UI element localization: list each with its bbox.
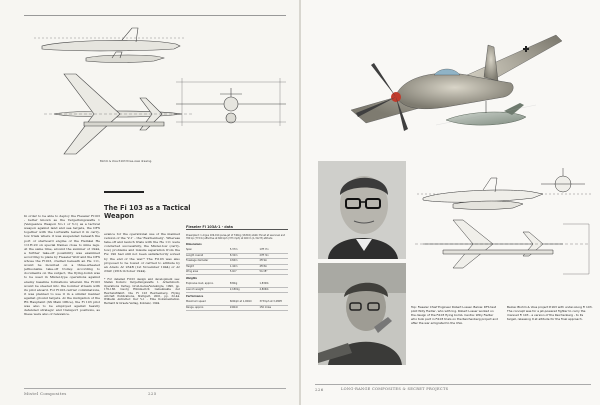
section-title: [104, 205, 194, 220]
right-page: [301, 0, 600, 405]
spec-cell: 4,806lb: [259, 287, 269, 291]
body-column-2-footnote: * For detailed Fi103 design and development see: Stefan Koburs: Vergeltungswaffe 1. Arbeitsbuch. Operations Verlag, Groß-Gerau/Vereinigte, 1996, pp. 170-186. Georg Hümmerich: Geheimakte der Reichsluftfahrt. Die Fi 103 Reichenberg. Flying Aircraft Publications, Stuttgart, 2001, pp. 32-44. Wilhelm Antretter: Der V-1 - Eine Dokumentation. Bernard & Graefe Verlag, Koblenz, 1994.: [104, 276, 180, 305]
section-title-line1: The Fi 103 as a Tactical: [104, 204, 191, 212]
page-number-right: 226: [315, 387, 324, 392]
spec-table: [186, 225, 288, 311]
left-page: [0, 0, 299, 405]
spec-table-title: Fieseler Fi 103A-1 - data: [186, 225, 288, 230]
spec-cell: 27ft 3in: [259, 253, 269, 257]
section-divider: [104, 191, 144, 193]
spec-row: [186, 306, 288, 311]
spec-cell: Span: [186, 248, 193, 252]
drawing-side-view: [423, 190, 543, 202]
plan-view-fi103: [84, 122, 164, 126]
spec-cell: 150 miles: [259, 305, 272, 309]
illustration-tail: [484, 45, 498, 81]
footer-left-title: Mistel Composites: [24, 391, 67, 396]
spec-cell: 1.42m: [229, 264, 238, 268]
spec-cell: 373mph at 3,280ft: [259, 300, 282, 304]
aircraft-color-illustration: [336, 25, 566, 155]
spec-cell: 8.32m: [229, 253, 238, 257]
illustration-fi103: [446, 112, 526, 125]
bottom-rule-right: [315, 384, 591, 385]
spec-cell: Length overall: [186, 253, 204, 257]
spec-cell: 4ft 8in: [259, 264, 268, 268]
front-view-fuselage: [224, 97, 238, 111]
spec-sections: [186, 243, 288, 311]
spec-cell: 54.1ft²: [259, 269, 268, 273]
p163-technical-drawing: [413, 164, 595, 284]
spec-cell: 1,830lb: [259, 282, 269, 286]
spec-cell: Maximum speed: [186, 300, 206, 304]
spec-cell: 240km: [229, 305, 239, 309]
spec-row: [186, 288, 288, 293]
spec-cell: 830kg: [229, 282, 238, 286]
spec-section-heading: Weights: [186, 277, 197, 281]
section-title-line2: Weapon: [104, 211, 134, 220]
photo-robert-lusser: [318, 161, 406, 259]
spec-cell: Launch weight: [186, 287, 204, 291]
spec-cell: 5.37m: [229, 248, 238, 252]
spec-section-heading: Dimensions: [186, 243, 202, 247]
body-column-1: In order to be able to deploy the Fieseler Fi103 - better known as the Vergeltungswaffe 1 (Vengeance Weapon No.1 or V-1) as a tactical weapon against land and sea targets, the DFS together with the Luftwaffe tested it in carry-tow trials where it was suspended beneath the port or starboard engine of the Heinkel He 111H-20 on special frames close to mine legs. At the same time, around the summer of 1944, a further take-off possibility was examined according to plans by Fieseler Wolf and the DFS whose the Fi103, cradled beneath an He 111, would be mounted on a three-wheeled jettisonable take-off trolley. According to documents on the subject, the flying-bomb was to be used in Mistel-type operations against enemy baseline formations wherein the Fi103 would be steered into the bomber stream with its pilot aboard. For Fi103-carrier combinations, it was planned to use it in a similar manner against ground targets. At the instigation of the RS Hauptamt (SS Main Office), the Fi 103 pilot was also to be employed against heavily defended strategic and transport positions, as these were also of relevance.: [24, 214, 100, 317]
photo-caption-right: Below: Blohm & Voss project P.163 with under-slung Fi 103. The concept was for a jet-powered fighter to carry the manned Fi 103 - a version of the Reichenberg - to its target, releasing it at altitude for the final approach.: [507, 306, 593, 321]
spec-cell: Fuselage diameter: [186, 259, 209, 263]
three-view-drawing: [24, 18, 290, 158]
top-rule: [24, 15, 286, 16]
photo-willy-fiedler: [318, 263, 406, 365]
illustration-canopy: [434, 69, 460, 75]
side-view-tail: [122, 28, 138, 42]
spec-cell: Explosive load, approx.: [186, 282, 214, 286]
side-view-fuselage: [42, 40, 180, 51]
spec-cell: 2ft 9in: [259, 259, 268, 263]
bottom-rule: [24, 388, 286, 389]
spec-cell: 2,180kg: [229, 287, 240, 291]
photo-caption-left: Top: Fieseler Chief Engineer Robert Lusser. Below: DFS test pilot Willy Fiedler, who with Ing. Robert Lusser worked on the design of the Fi103 flying bomb. Centre: Willy Fiedler who took part in Fi103 trials on the Reichenberg project and after the war emigrated to the USA.: [411, 306, 498, 325]
spec-row: [186, 270, 288, 275]
spec-section-heading: Performance: [186, 295, 204, 299]
spec-cell: 0.84m: [229, 259, 238, 263]
spec-cell: 600kph at 1,000m: [229, 300, 252, 304]
spec-table-intro: Powerplant: 1 Argus 109-014 pulse-jet of 740kg (1631lb) static thrust at sea level and 350 kp (772 lb) effective at 600 kph (373 mph) at 400 m (1,312 ft) altitude: [186, 234, 286, 241]
side-view-fi103: [86, 55, 164, 63]
spec-cell: Range, approx.: [186, 305, 205, 309]
spec-cell: 5.0m²: [229, 269, 237, 273]
footer-right-title: LONG-RANGE COMPOSITES & SECRET PROJECTS: [341, 387, 449, 391]
spec-cell: Height: [186, 264, 194, 268]
body-column-2-text: evance for the operational use of the manned version of the 'V-1' - the 'Reichenberg'. Whereas take-off and launch trials with the He 111 were conducted successfully, the Mistel-tow (carry-tow) problems and missile separation from the Fw 190 had still not been satisfactorily solved by the end of the war.* The Fi103 was also proposed to be towed or carried to altitude by an Arado Ar 234B (1st November 1944) or Ar 234C (25th October 1944).: [104, 232, 180, 273]
body-column-2: [104, 232, 180, 386]
drawing-caption: Blohm & Voss P.163 three-view drawing.: [100, 160, 153, 163]
spec-cell: 17ft 7in: [259, 248, 269, 252]
spec-cell: Wing area: [186, 269, 199, 273]
page-number-left: 225: [148, 391, 157, 396]
